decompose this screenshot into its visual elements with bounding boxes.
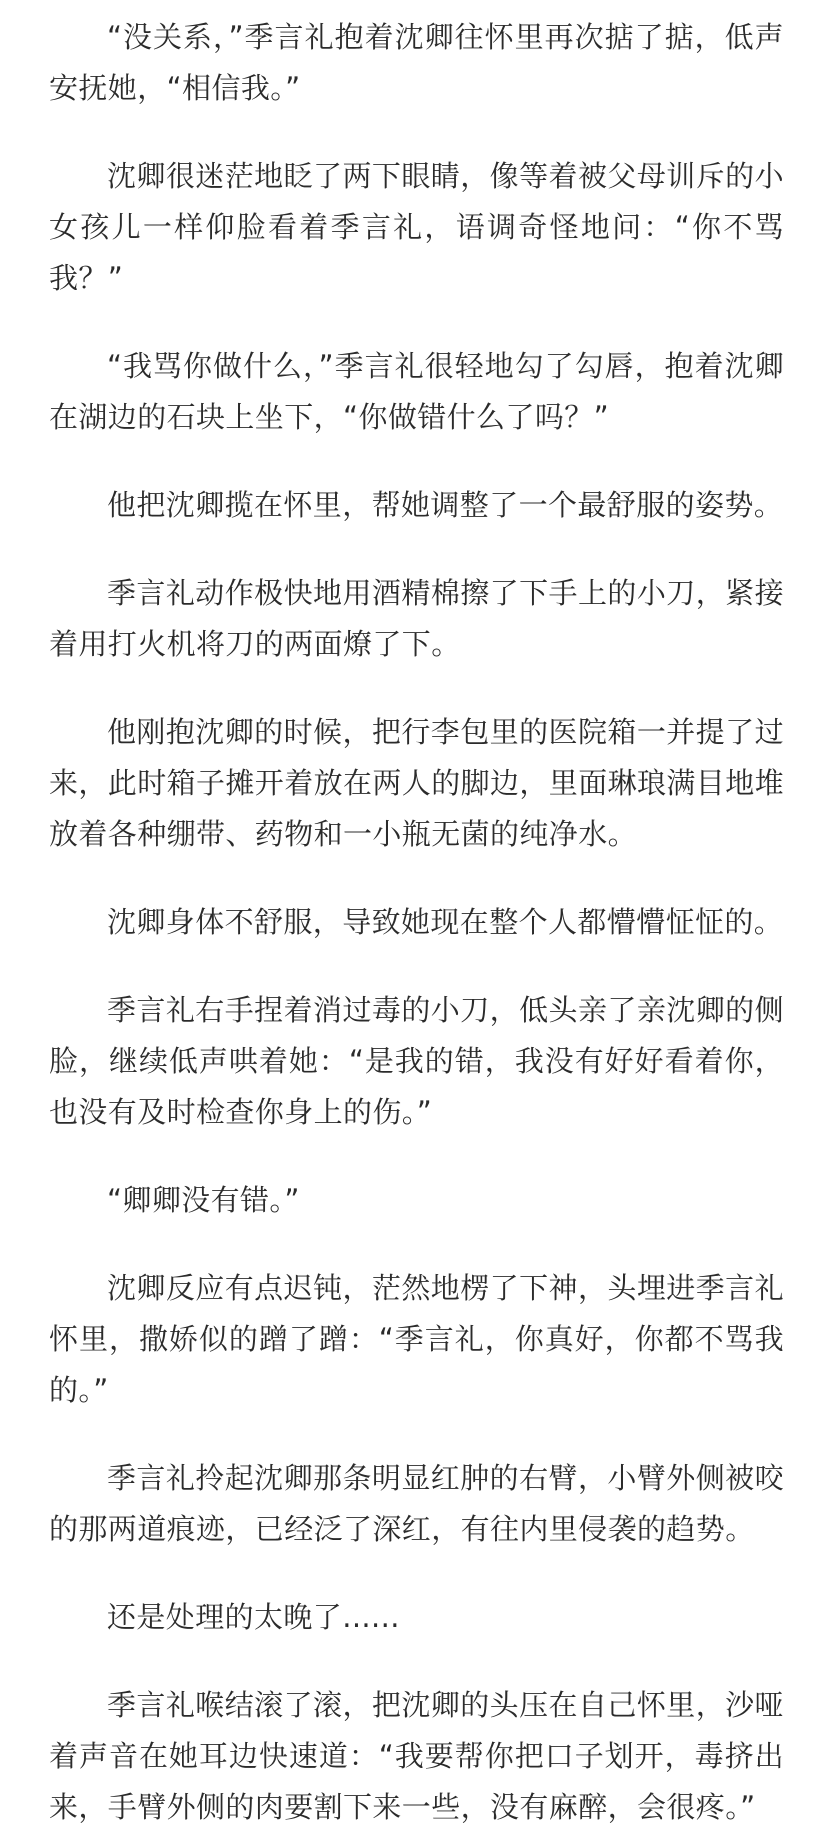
paragraph: 沈卿反应有点迟钝，茫然地楞了下神，头埋进季言礼怀里，撒娇似的蹭了蹭：“季言礼，你真好，你都不骂我的。” — [49, 1271, 784, 1407]
paragraph: 沈卿身体不舒服，导致她现在整个人都懵懵怔怔的。 — [107, 905, 784, 939]
paragraph: 他把沈卿揽在怀里，帮她调整了一个最舒服的姿势。 — [107, 488, 784, 522]
paragraph: “没关系，”季言礼抱着沈卿往怀里再次掂了掂，低声安抚她，“相信我。” — [49, 20, 784, 105]
paragraph: 季言礼拎起沈卿那条明显红肿的右臂，小臂外侧被咬的那两道痕迹，已经泛了深红，有往内里侵袭的趋势。 — [49, 1461, 784, 1546]
paragraph: 还是处理的太晚了...... — [107, 1600, 400, 1634]
paragraph: “卿卿没有错。” — [107, 1183, 300, 1217]
paragraph: “我骂你做什么，”季言礼很轻地勾了勾唇，抱着沈卿在湖边的石块上坐下，“你做错什么了吗？” — [49, 349, 784, 434]
paragraph: 季言礼喉结滚了滚，把沈卿的头压在自己怀里，沙哑着声音在她耳边快速道：“我要帮你把口子划开，毒挤出来，手臂外侧的肉要割下来一些，没有麻醉，会很疼。” — [49, 1688, 784, 1824]
paragraph: 沈卿很迷茫地眨了两下眼睛，像等着被父母训斥的小女孩儿一样仰脸看着季言礼，语调奇怪地问：“你不骂我？” — [49, 159, 784, 295]
paragraph: 他刚抱沈卿的时候，把行李包里的医院箱一并提了过来，此时箱子摊开着放在两人的脚边，里面琳琅满目地堆放着各种绷带、药物和一小瓶无菌的纯净水。 — [49, 715, 785, 851]
paragraph: 季言礼动作极快地用酒精棉擦了下手上的小刀，紧接着用打火机将刀的两面燎了下。 — [49, 576, 784, 661]
paragraph: 季言礼右手捏着消过毒的小刀，低头亲了亲沈卿的侧脸，继续低声哄着她：“是我的错，我没有好好看着你，也没有及时检查你身上的伤。” — [49, 993, 784, 1129]
